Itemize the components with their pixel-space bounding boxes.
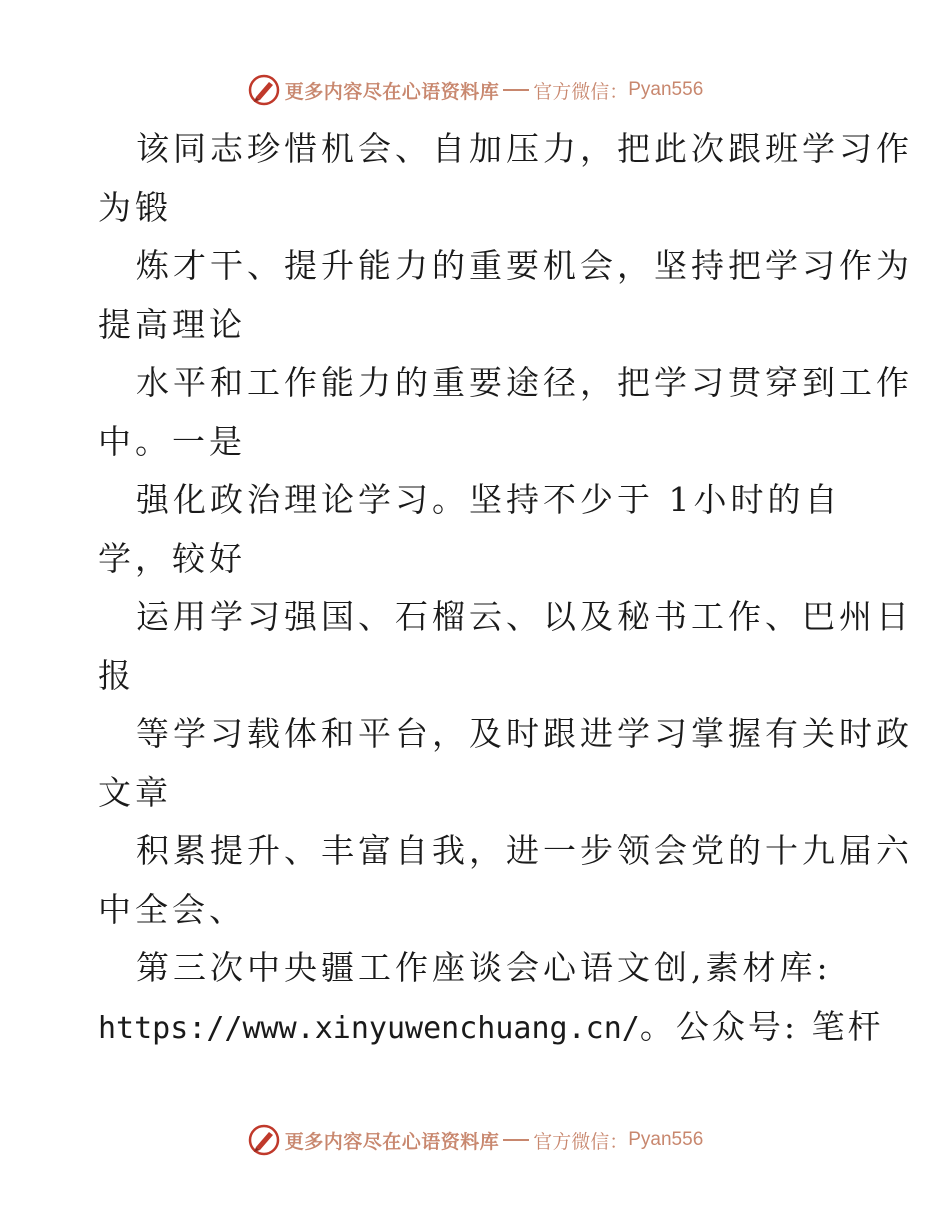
pen-logo-icon [247,73,281,107]
body-line: 提高理论 [98,304,246,344]
header-dash [503,89,529,91]
body-line: 强化政治理论学习。坚持不少于 1小时的自 [136,480,842,519]
body-line: 第三次中央疆工作座谈会心语文创,素材库: [136,948,832,987]
header-banner [0,70,950,110]
body-line: 为锻 [98,187,172,227]
body-line: 文章 [98,772,172,812]
body-line: 积累提升、丰富自我，进一步领会党的十九届六 [136,831,913,870]
header-wechat-label: 官方微信： [533,80,629,103]
pen-logo-icon [247,1123,281,1157]
header-brand-text: 更多内容尽在心语资料库 [284,80,500,103]
footer-wechat-label: 官方微信： [533,1130,629,1153]
body-line: 中全会、 [98,889,246,929]
resource-url-link[interactable]: https://www.xinyuwenchuang.cn/ [98,1010,640,1046]
body-line: 运用学习强国、石榴云、以及秘书工作、巴州日 [136,597,913,636]
body-line: 该同志珍惜机会、自加压力，把此次跟班学习作 [136,129,913,168]
document-body [98,120,913,1056]
body-url-tail: 。公众号: 笔杆 [639,1006,884,1046]
body-line: 等学习载体和平台，及时跟进学习掌握有关时政 [136,714,913,753]
body-line: 炼才干、提升能力的重要机会，坚持把学习作为 [136,246,913,285]
footer-wechat-handle: Pyan556 [628,1129,704,1150]
body-url-line [98,998,884,1057]
footer-brand-text: 更多内容尽在心语资料库 [284,1130,500,1153]
body-line: 报 [98,655,135,695]
footer-banner [0,1120,950,1160]
footer-dash [503,1139,529,1141]
body-line: 学，较好 [98,538,246,578]
body-line: 中。一是 [98,421,246,461]
body-line: 水平和工作能力的重要途径，把学习贯穿到工作 [136,363,913,402]
header-wechat-handle: Pyan556 [628,79,704,100]
